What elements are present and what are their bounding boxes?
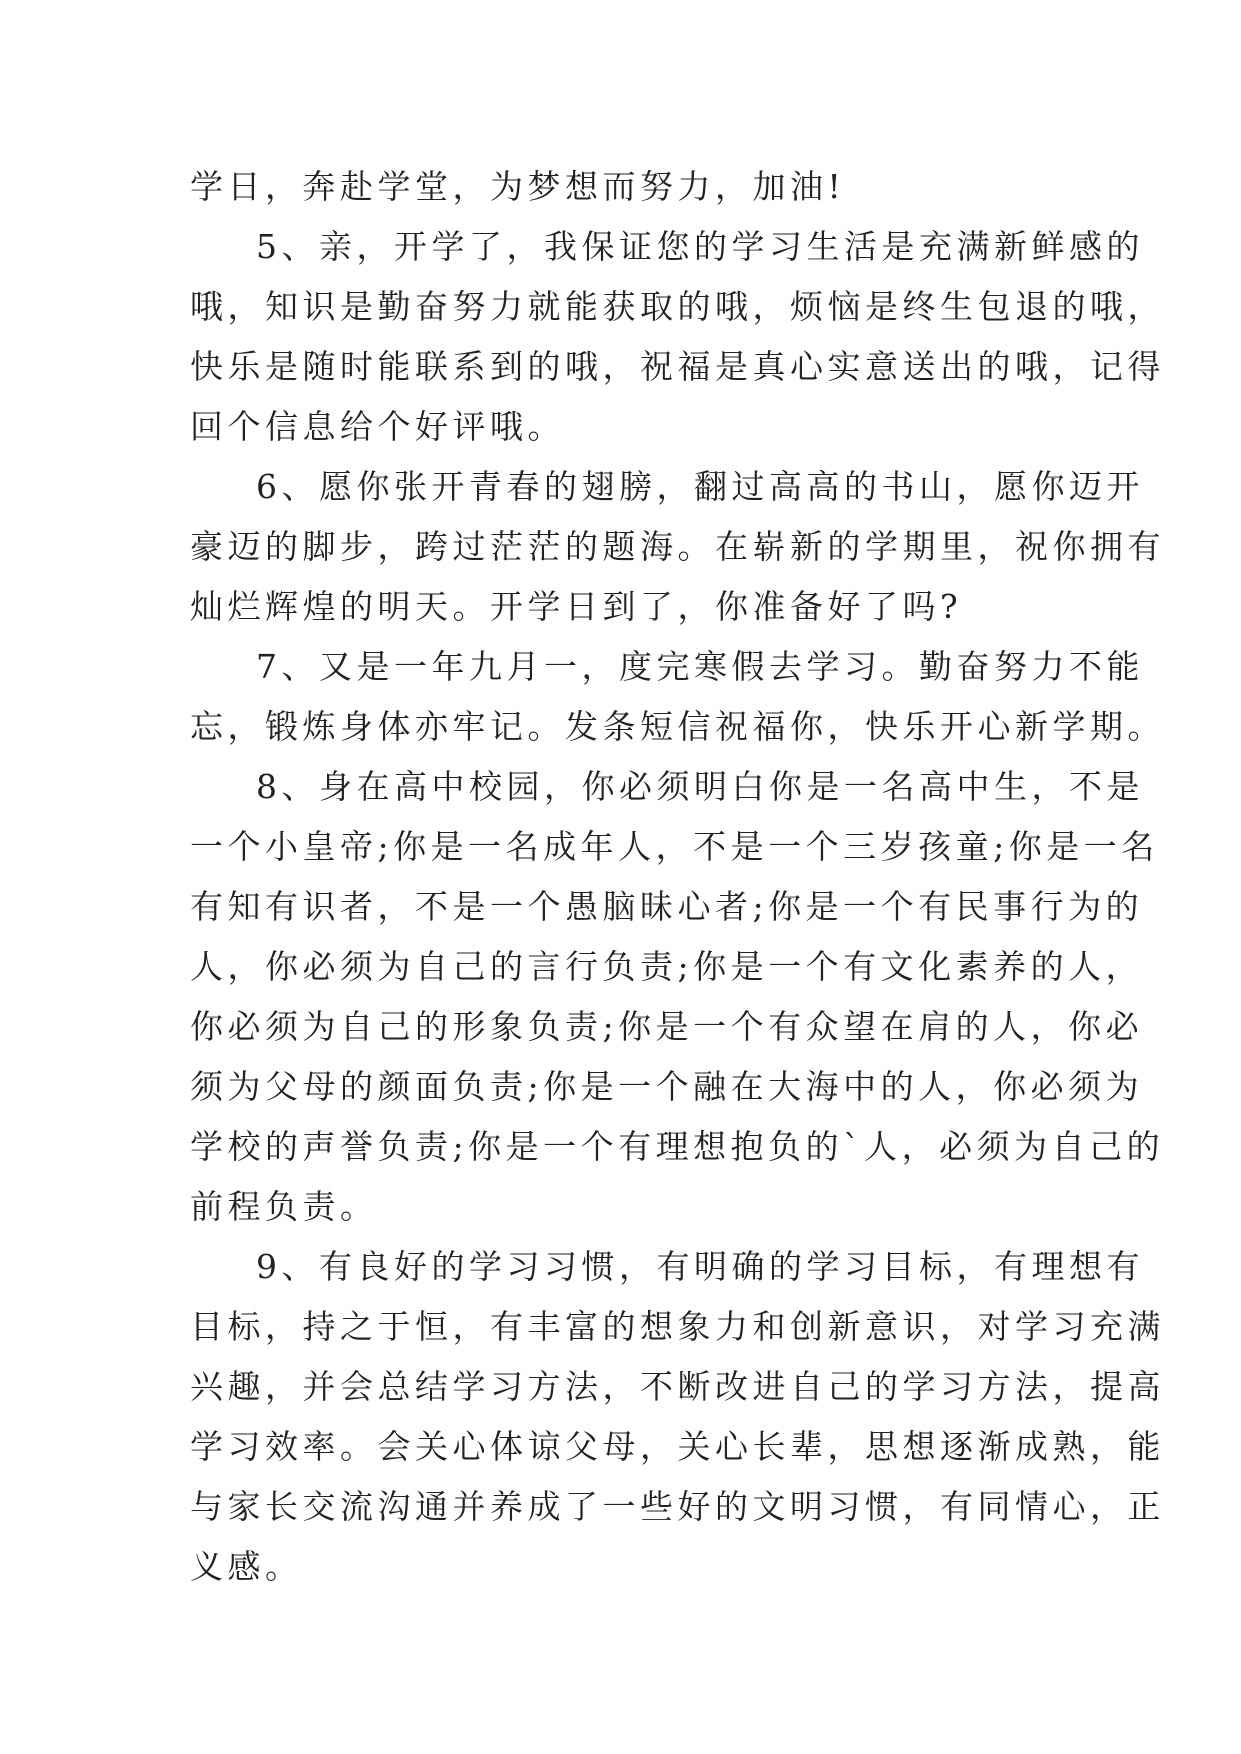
text-line: 义感。 <box>190 1547 303 1586</box>
text-line: 忘，锻炼身体亦牢记。发条短信祝福你，快乐开心新学期。 <box>190 707 1165 746</box>
text-line: 回个信息给个好评哦。 <box>190 407 565 446</box>
text-line: 兴趣，并会总结学习方法，不断改进自己的学习方法，提高 <box>190 1367 1165 1406</box>
text-line: 一个小皇帝;你是一名成年人，不是一个三岁孩童;你是一名 <box>190 827 1159 866</box>
text-line: 有知有识者，不是一个愚脑昧心者;你是一个有民事行为的 <box>190 887 1144 926</box>
text-line: 8、身在高中校园，你必须明白你是一名高中生，不是 <box>256 767 1144 806</box>
text-line: 哦，知识是勤奋努力就能获取的哦，烦恼是终生包退的哦， <box>190 287 1165 326</box>
document-body <box>190 157 1165 1597</box>
paragraph-item-8 <box>190 757 1165 1237</box>
text-line: 学日，奔赴学堂，为梦想而努力，加油! <box>190 167 846 206</box>
text-line: 学校的声誉负责;你是一个有理想抱负的`人，必须为自己的 <box>190 1127 1165 1166</box>
text-line: 7、又是一年九月一，度完寒假去学习。勤奋努力不能 <box>256 647 1144 686</box>
text-line: 灿烂辉煌的明天。开学日到了，你准备好了吗? <box>190 587 963 626</box>
paragraph-closing-line <box>190 157 1052 217</box>
text-line: 须为父母的颜面负责;你是一个融在大海中的人，你必须为 <box>190 1067 1144 1106</box>
text-line: 快乐是随时能联系到的哦，祝福是真心实意送出的哦，记得 <box>190 347 1165 386</box>
paragraph-item-9 <box>190 1237 1165 1597</box>
text-line: 豪迈的脚步，跨过茫茫的题海。在崭新的学期里，祝你拥有 <box>190 527 1165 566</box>
text-line: 与家长交流沟通并养成了一些好的文明习惯，有同情心，正 <box>190 1487 1165 1526</box>
text-line: 前程负责。 <box>190 1187 378 1226</box>
text-line: 9、有良好的学习习惯，有明确的学习目标，有理想有 <box>256 1247 1144 1286</box>
text-line: 5、亲，开学了，我保证您的学习生活是充满新鲜感的 <box>256 227 1144 266</box>
paragraph-item-7 <box>190 637 1165 757</box>
text-line: 人，你必须为自己的言行负责;你是一个有文化素养的人， <box>190 947 1144 986</box>
paragraph-item-5 <box>190 217 1165 457</box>
paragraph-item-6 <box>190 457 1165 637</box>
text-line: 6、愿你张开青春的翅膀，翻过高高的书山，愿你迈开 <box>256 467 1144 506</box>
text-line: 你必须为自己的形象负责;你是一个有众望在肩的人，你必 <box>190 1007 1144 1046</box>
text-line: 目标，持之于恒，有丰富的想象力和创新意识，对学习充满 <box>190 1307 1165 1346</box>
text-line: 学习效率。会关心体谅父母，关心长辈，思想逐渐成熟，能 <box>190 1427 1165 1466</box>
